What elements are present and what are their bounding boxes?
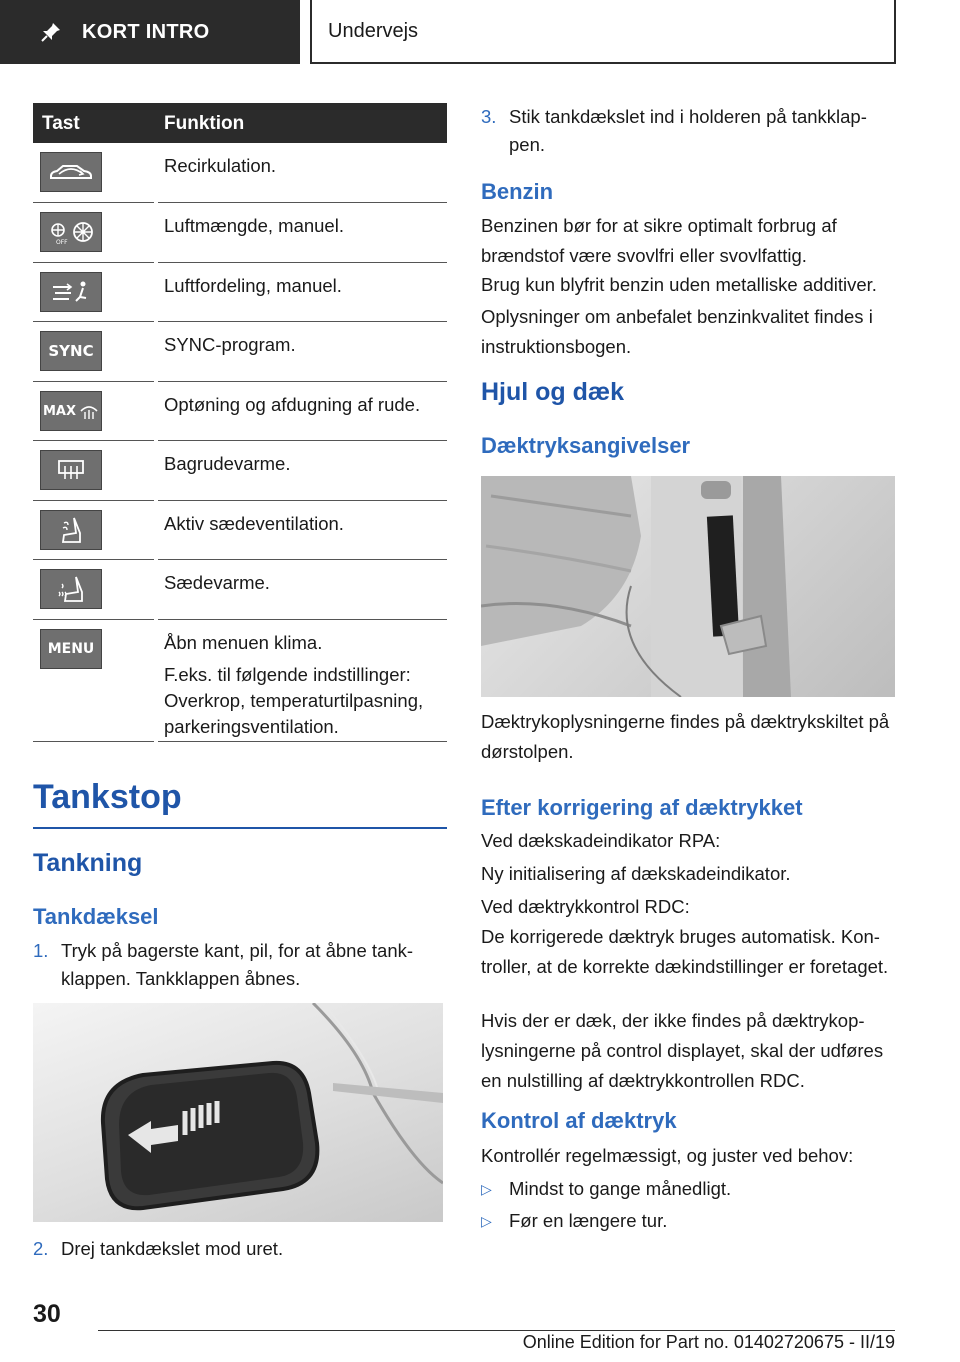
- heading-tankdaeksel: Tankdæksel: [33, 904, 159, 929]
- function-text: Luftmængde, manuel.: [164, 215, 344, 236]
- footer-divider: [98, 1330, 895, 1331]
- function-text: Bagrudevarme.: [164, 453, 291, 474]
- step-1: 1. Tryk på bagerste kant, pil, for at åbne tankklappen. Tankklappen åbnes.: [33, 940, 414, 989]
- air-volume-icon: [40, 212, 102, 252]
- table-row: [33, 560, 447, 620]
- function-text: Optøning og afdugning af rude.: [164, 394, 421, 415]
- section-tab-label: KORT INTRO: [82, 20, 210, 43]
- list-item: ▷ Mindst to gange månedligt.: [481, 1175, 895, 1203]
- seat-ventilation-icon: [40, 510, 102, 550]
- footer-edition: Online Edition for Part no. 01402720675 - II/19: [522, 1332, 895, 1352]
- pushpin-icon: [40, 21, 62, 43]
- paragraph: Ved dækskadeindikator RPA:: [481, 830, 721, 851]
- table-row: [33, 441, 447, 501]
- col-header-function: Funktion: [164, 113, 245, 134]
- heading-tankstop: Tankstop: [33, 778, 447, 829]
- heading-daektryksangivelser: Dæktryksangivelser: [481, 433, 691, 458]
- sync-icon: SYNC: [40, 331, 102, 371]
- max-defrost-icon: MAX: [40, 391, 102, 431]
- paragraph: Benzinen bør for at sikre optimalt forbrug af brændstof være svovlfri eller svovlfattig.: [481, 215, 837, 266]
- table-row: [33, 322, 447, 382]
- function-text: Åbn menuen klima. F.eks. til følgende indstillinger: Overkrop, temperaturtilpasning, parkeringsventilation.: [164, 632, 424, 737]
- table-row: [33, 620, 447, 742]
- heading-tankning: Tankning: [33, 849, 143, 877]
- step-2: 2. Drej tankdækslet mod uret.: [33, 1238, 284, 1259]
- rear-window-heating-icon: [40, 450, 102, 490]
- door-pillar-image: [481, 476, 895, 697]
- paragraph: Oplysninger om anbefalet benzinkvalitet findes i instruktionsbogen.: [481, 306, 873, 357]
- paragraph: Kontrollér regelmæssigt, og juster ved behov:: [481, 1145, 854, 1166]
- section-tab: [0, 0, 300, 64]
- triangle-bullet-icon: ▷: [481, 1181, 492, 1197]
- list-item: ▷ Før en længere tur.: [481, 1207, 895, 1235]
- fuel-flap-image: [33, 1003, 443, 1222]
- col-header-key: Tast: [42, 113, 80, 134]
- menu-icon: MENU: [40, 629, 102, 669]
- heading-efter-korrigering: Efter korrigering af dæktrykket: [481, 795, 803, 820]
- chapter-title: Undervejs: [310, 0, 896, 64]
- svg-text:OFF: OFF: [56, 239, 68, 245]
- function-text: Sædevarme.: [164, 572, 270, 593]
- triangle-bullet-icon: ▷: [481, 1213, 492, 1229]
- paragraph: Ny initialisering af dækskadeindikator.: [481, 863, 791, 884]
- paragraph: Brug kun blyfrit benzin uden metalliske additiver.: [481, 274, 877, 295]
- paragraph: Ved dæktrykkontrol RDC:: [481, 896, 690, 917]
- seat-heating-icon: [40, 569, 102, 609]
- function-text: SYNC-program.: [164, 334, 296, 355]
- table-row: [33, 501, 447, 560]
- heading-benzin: Benzin: [481, 179, 554, 204]
- paragraph: Hvis der er dæk, der ikke findes på dæktrykoplysningerne på control displayet, skal der udføres en nulstilling af dæktrykkontrollen RDC.: [481, 1010, 884, 1091]
- function-text: Recirkulation.: [164, 155, 277, 176]
- heading-hjul-og-daek: Hjul og dæk: [481, 378, 625, 406]
- climate-keys-table: [33, 103, 447, 742]
- table-row: [33, 203, 447, 263]
- function-text: Aktiv sædeventilation.: [164, 513, 344, 534]
- table-header: [33, 103, 447, 143]
- table-row: [33, 143, 447, 203]
- air-distribution-icon: [40, 272, 102, 312]
- paragraph: Dæktrykoplysningerne findes på dæktrykskiltet på dørstolpen.: [481, 711, 890, 762]
- table-row: [33, 263, 447, 322]
- recirculation-icon: [40, 152, 102, 192]
- paragraph: De korrigerede dæktryk bruges automatisk. Kontroller, at de korrekte dækindstillinger er foretaget.: [481, 926, 889, 977]
- function-text: Luftfordeling, manuel.: [164, 275, 342, 296]
- step-3: 3. Stik tankdækslet ind i holderen på tankklappen.: [481, 106, 867, 155]
- page-number: 30: [33, 1300, 61, 1328]
- table-row: [33, 382, 447, 441]
- heading-kontrol-af-daektryk: Kontrol af dæktryk: [481, 1108, 677, 1133]
